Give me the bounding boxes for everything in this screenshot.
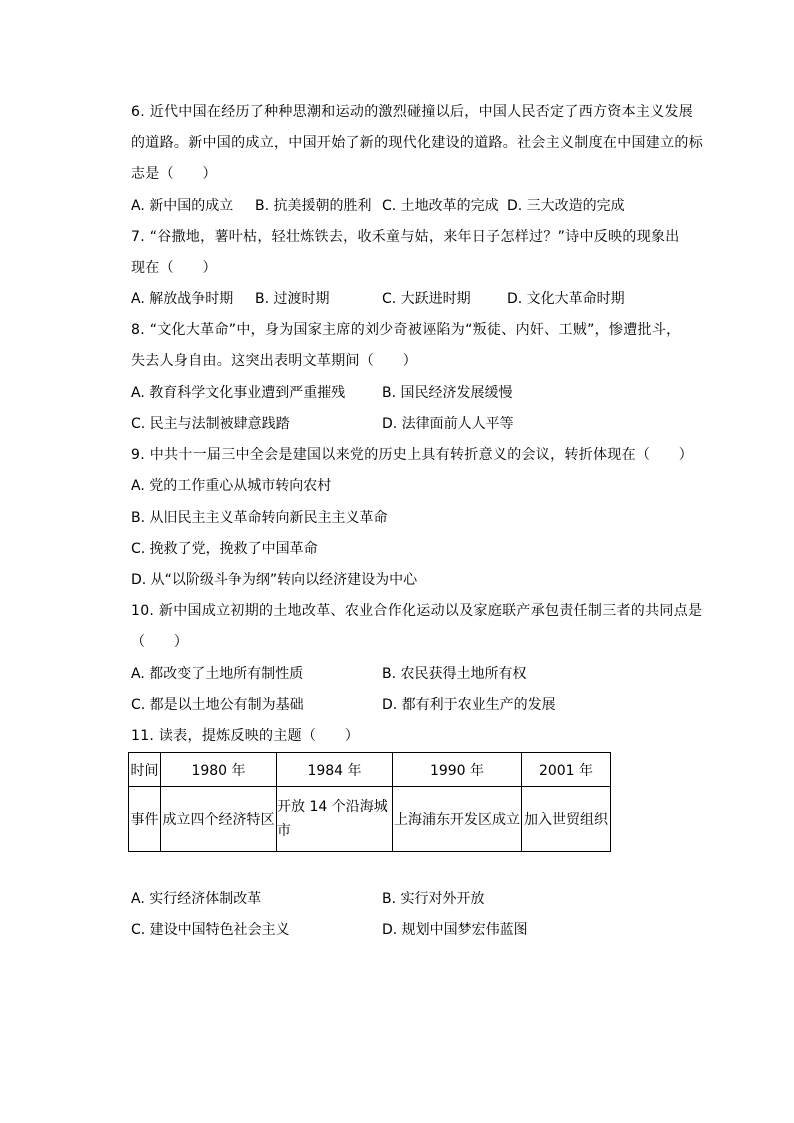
q11-table — [128, 752, 611, 852]
q10-option-b[interactable]: B. 农民获得土地所有权 — [382, 666, 527, 682]
table-cell: 加入世贸组织 — [522, 787, 611, 852]
table-cell: 成立四个经济特区 — [161, 787, 277, 852]
q10-stem-line-1: 10. 新中国成立初期的土地改革、农业合作化运动以及家庭联产承包责任制三者的共同点是 — [131, 603, 703, 619]
q7-option-c[interactable]: C. 大跃进时期 — [382, 291, 471, 307]
q6-stem-line-3: 志是（ ） — [131, 166, 217, 182]
q11-stem-line-1: 11. 读表，提炼反映的主题（ ） — [131, 728, 360, 744]
q8-stem-line-2: 失去人身自由。这突出表明文革期间（ ） — [131, 353, 417, 369]
q8-option-b[interactable]: B. 国民经济发展缓慢 — [382, 385, 513, 401]
table-header-cell: 1980 年 — [161, 753, 277, 787]
q11-option-b[interactable]: B. 实行对外开放 — [382, 891, 485, 907]
q8-stem-line-1: 8. “文化大革命”中，身为国家主席的刘少奇被诬陷为“叛徒、内奸、工贼”，惨遭批斗， — [131, 322, 681, 338]
q8-option-a[interactable]: A. 教育科学文化事业遭到严重摧残 — [131, 385, 346, 401]
q6-option-b[interactable]: B. 抗美援朝的胜利 — [255, 198, 372, 214]
table-header-cell: 时间 — [129, 753, 161, 787]
q6-stem-line-2: 的道路。新中国的成立，中国开始了新的现代化建设的道路。社会主义制度在中国建立的标 — [131, 135, 703, 151]
q6-option-a[interactable]: A. 新中国的成立 — [131, 198, 234, 214]
q6-stem-line-1: 6. 近代中国在经历了种种思潮和运动的激烈碰撞以后，中国人民否定了西方资本主义发展 — [131, 104, 694, 120]
q11-option-d[interactable]: D. 规划中国梦宏伟蓝图 — [382, 922, 528, 938]
q7-stem-line-2: 现在（ ） — [131, 260, 217, 276]
q10-option-a[interactable]: A. 都改变了土地所有制性质 — [131, 666, 304, 682]
q6-option-c[interactable]: C. 土地改革的完成 — [382, 198, 499, 214]
q9-option-c[interactable]: C. 挽救了党，挽救了中国革命 — [131, 541, 318, 557]
q9-option-a[interactable]: A. 党的工作重心从城市转向农村 — [131, 478, 332, 494]
table-row-header — [129, 753, 611, 787]
q9-stem-line-1: 9. 中共十一届三中全会是建国以来党的历史上具有转折意义的会议，转折体现在（ ） — [131, 447, 694, 463]
table-header-cell: 2001 年 — [522, 753, 611, 787]
q9-option-b[interactable]: B. 从旧民主主义革命转向新民主主义革命 — [131, 510, 388, 526]
q8-option-c[interactable]: C. 民主与法制被肆意践踏 — [131, 416, 290, 432]
table-cell: 上海浦东开发区成立 — [393, 787, 522, 852]
q10-stem-line-2: （ ） — [131, 634, 189, 650]
q10-option-d[interactable]: D. 都有利于农业生产的发展 — [382, 697, 556, 713]
q8-option-d[interactable]: D. 法律面前人人平等 — [382, 416, 514, 432]
table-header-cell: 1990 年 — [393, 753, 522, 787]
q11-option-c[interactable]: C. 建设中国特色社会主义 — [131, 922, 290, 938]
q9-option-d[interactable]: D. 从“以阶级斗争为纲”转向以经济建设为中心 — [131, 572, 418, 588]
q7-option-b[interactable]: B. 过渡时期 — [255, 291, 330, 307]
q7-option-d[interactable]: D. 文化大革命时期 — [507, 291, 625, 307]
q10-option-c[interactable]: C. 都是以土地公有制为基础 — [131, 697, 304, 713]
table-cell: 事件 — [129, 787, 161, 852]
table-row-events — [129, 787, 611, 852]
table-cell: 开放 14 个沿海城市 — [277, 787, 393, 852]
q7-option-a[interactable]: A. 解放战争时期 — [131, 291, 234, 307]
q11-option-a[interactable]: A. 实行经济体制改革 — [131, 891, 262, 907]
q7-stem-line-1: 7. “谷撒地，薯叶枯，轻壮炼铁去，收禾童与姑，来年日子怎样过？”诗中反映的现象出 — [131, 229, 680, 245]
q6-option-d[interactable]: D. 三大改造的完成 — [507, 198, 625, 214]
table-header-cell: 1984 年 — [277, 753, 393, 787]
